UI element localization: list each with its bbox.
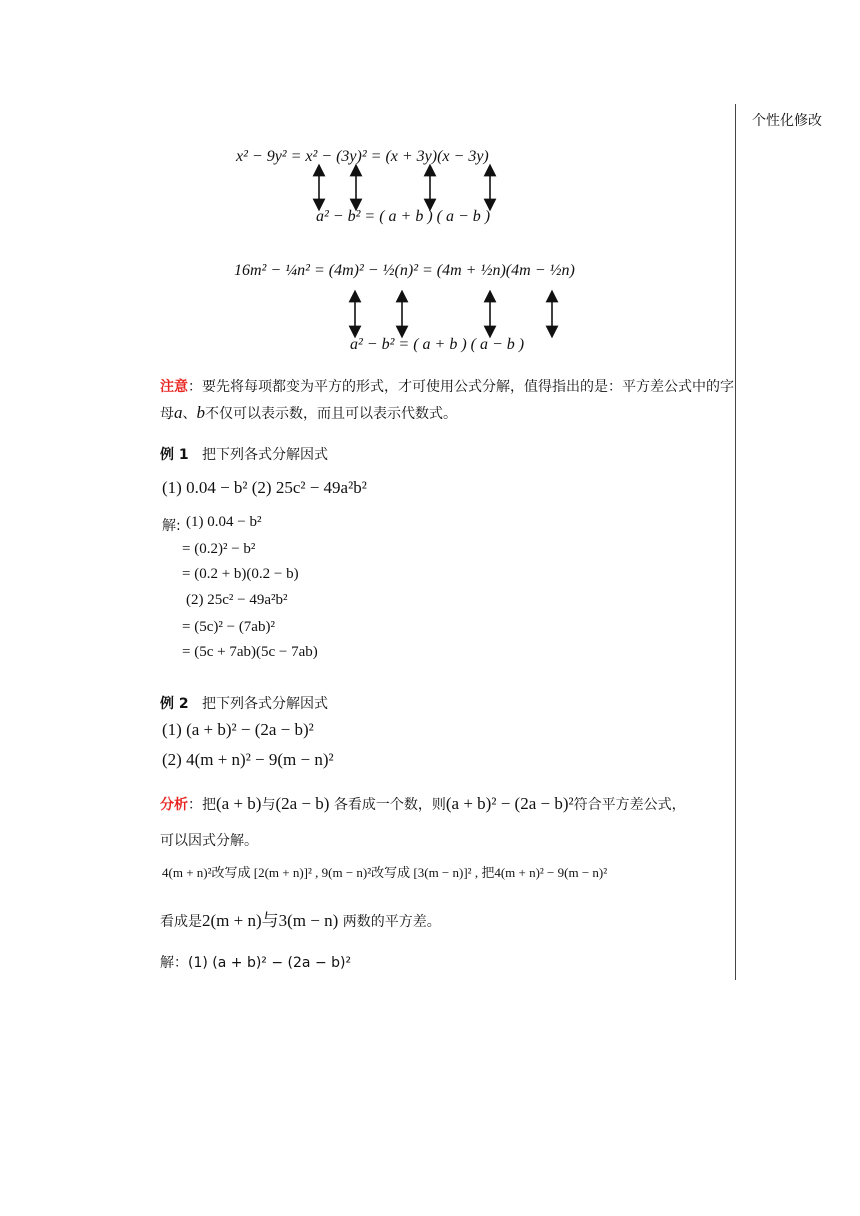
analysis-expr: (a + b) [216, 794, 262, 813]
analysis-text: 符合平方差公式， [573, 797, 686, 813]
note-text2: 不仅可以表示数，而且可以表示代数式。 [205, 406, 457, 422]
example2-problem-1: (1) (a + b)² − (2a − b)² [162, 720, 314, 739]
note-label: 注意 [160, 379, 188, 395]
analysis-line-1 [160, 794, 686, 814]
example1-step-5: = (5c)² − (7ab)² [182, 619, 275, 635]
formula2-pattern: a² − b² = ( a + b ) ( a − b ) [350, 336, 525, 353]
analysis-line-4 [160, 906, 441, 931]
note-text: ：要先将每项都变为平方的形式，才可使用公式分解，值得指出的是：平方差公式中的字母 [160, 379, 734, 422]
example1-step-6: = (5c + 7ab)(5c − 7ab) [182, 644, 318, 660]
example2-header [160, 693, 328, 713]
example2-problem-2: (2) 4(m + n)² − 9(m − n)² [162, 750, 334, 769]
side-label: 个性化修改 [752, 113, 822, 129]
analysis-text: 各看成一个数，则 [333, 797, 446, 813]
example1-step-3: = (0.2 + b)(0.2 − b) [182, 566, 299, 582]
note-var-a: a [174, 403, 183, 422]
analysis-text: 与 [261, 797, 276, 813]
analysis-line-3: 4(m + n)²改写成 [2(m + n)]² , 9(m − n)²改写成 [3(m − n)]² , 把4(m + n)² − 9(m − n)² [162, 865, 608, 880]
example1-title: 把下列各式分解因式 [201, 447, 328, 463]
example2-label: 例 2 [160, 696, 189, 712]
analysis-solution: 解：(1) (a + b)² − (2a − b)² [160, 955, 352, 971]
analysis-expr: (a + b)² − (2a − b)² [445, 794, 574, 813]
example1-problems: (1) 0.04 − b² (2) 25c² − 49a²b² [162, 478, 367, 497]
analysis-text: 两数的平方差。 [342, 914, 441, 930]
analysis-line-2: 可以因式分解。 [160, 833, 258, 849]
formula2-line: 16m² − ¼n² = (4m)² − ½(n)² = (4m + ½n)(4m − ½n) [234, 262, 575, 279]
analysis-text: ：把 [188, 797, 216, 813]
example1-header [160, 444, 328, 464]
analysis-expr: 2(m + n)与3(m − n) [202, 911, 339, 930]
example2-title: 把下列各式分解因式 [201, 696, 328, 712]
note-paragraph [160, 374, 735, 427]
example1-step-2: = (0.2)² − b² [182, 541, 256, 557]
example1-solution-label: 解: [162, 518, 181, 534]
example1-step-1: (1) 0.04 − b² [186, 514, 262, 530]
analysis-text: 看成是 [160, 914, 202, 930]
formula1-line: x² − 9y² = x² − (3y)² = (x + 3y)(x − 3y) [236, 148, 489, 165]
example1-label: 例 1 [160, 447, 189, 463]
note-var-b: b [196, 403, 205, 422]
formula1-pattern: a² − b² = ( a + b ) ( a − b ) [316, 208, 491, 225]
analysis-label: 分析 [160, 797, 188, 813]
example1-step-4: (2) 25c² − 49a²b² [186, 592, 288, 608]
note-sep: 、 [182, 406, 197, 422]
analysis-expr: (2a − b) [275, 794, 330, 813]
